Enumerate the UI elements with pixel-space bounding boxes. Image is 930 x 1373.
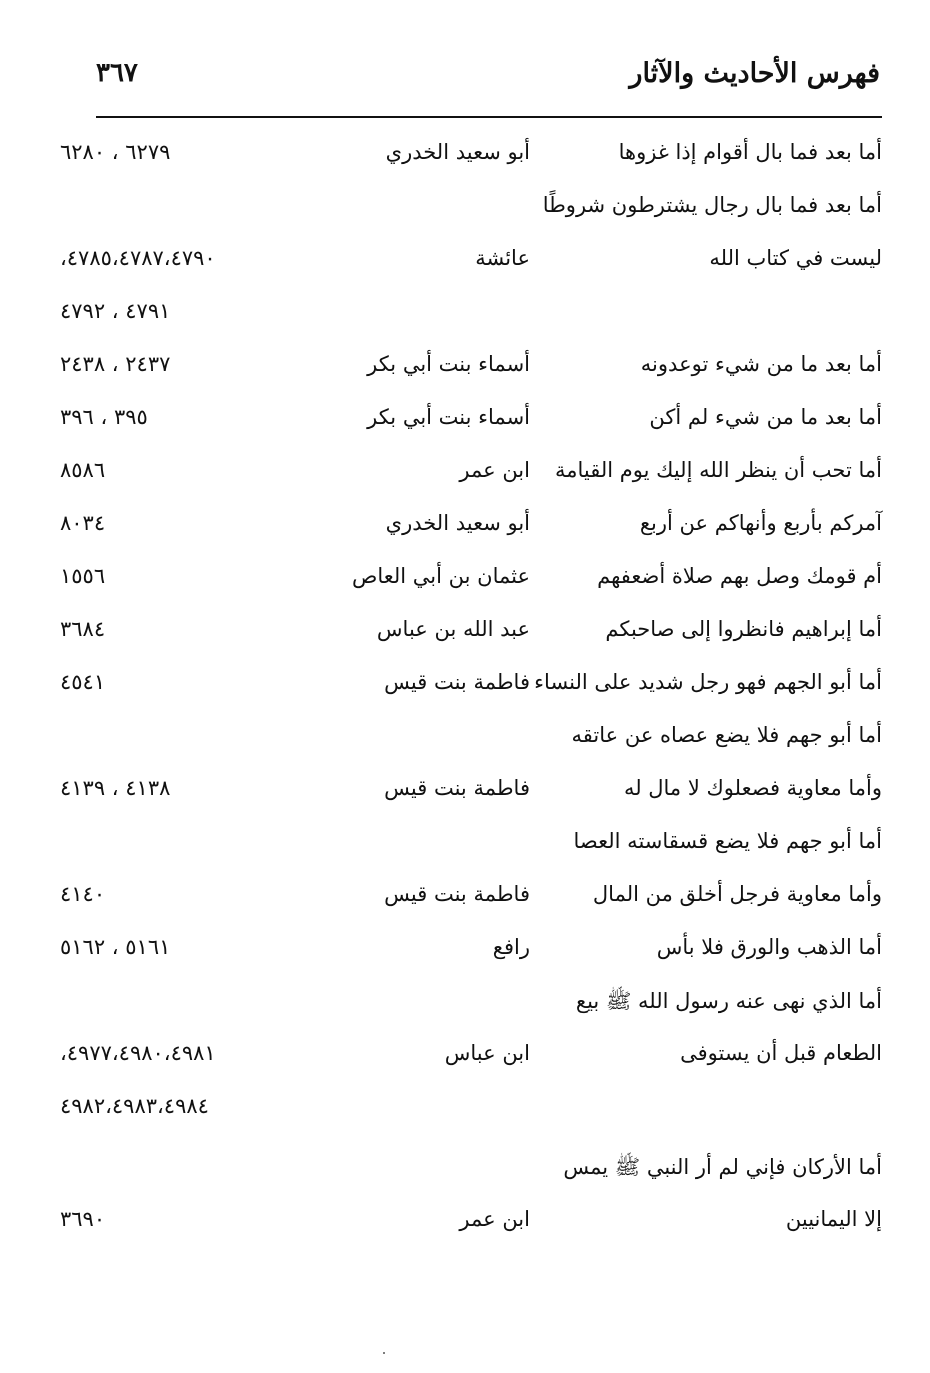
page-title: فهرس الأحاديث والآثار	[629, 58, 880, 89]
hadith-numbers: ٨٠٣٤	[60, 511, 106, 535]
index-row	[0, 448, 930, 501]
index-row	[0, 554, 930, 607]
index-row	[0, 1031, 930, 1084]
hadith-numbers: ٨٥٨٦	[60, 458, 106, 482]
hadith-text: أما أبو الجهم فهو رجل شديد على النساء	[534, 670, 882, 694]
narrator-name: ابن عباس	[444, 1041, 530, 1065]
hadith-numbers: ٢٤٣٧ ، ٢٤٣٨	[60, 352, 171, 376]
hadith-numbers: ٤٩٧٧،٤٩٨٠،٤٩٨١،	[60, 1041, 216, 1065]
narrator-name: أبو سعيد الخدري	[385, 511, 530, 535]
hadith-numbers: ٤١٣٨ ، ٤١٣٩	[60, 776, 171, 800]
hadith-text: أما الذهب والورق فلا بأس	[656, 935, 882, 959]
hadith-text: أما بعد ما من شيء لم أكن	[649, 405, 882, 429]
index-row	[0, 819, 930, 872]
index-row	[0, 236, 930, 289]
hadith-numbers	[60, 1154, 298, 1178]
index-row	[0, 1144, 930, 1197]
index-row	[0, 925, 930, 978]
narrator-name: ابن عمر	[459, 1207, 530, 1231]
narrator-name: فاطمة بنت قيس	[384, 776, 530, 800]
narrator-name: أسماء بنت أبي بكر	[367, 352, 530, 376]
hadith-numbers	[60, 193, 298, 217]
hadith-text: أما بعد فما بال أقوام إذا غزوها	[618, 140, 882, 164]
hadith-text: ليست في كتاب الله	[709, 246, 882, 270]
hadith-text: إلا اليمانيين	[785, 1207, 882, 1231]
index-row	[0, 130, 930, 183]
hadith-text: أما بعد فما بال رجال يشترطون شروطًا	[542, 193, 882, 217]
narrator-name: رافع	[492, 935, 530, 959]
index-row	[0, 872, 930, 925]
hadith-numbers	[60, 988, 298, 1012]
hadith-numbers: ٤١٤٠	[60, 882, 106, 906]
hadith-index-list	[0, 130, 930, 1250]
hadith-text: وأما معاوية فصعلوك لا مال له	[623, 776, 882, 800]
hadith-numbers: ٣٦٩٠	[60, 1207, 106, 1231]
index-row	[0, 660, 930, 713]
hadith-numbers: ١٥٥٦	[60, 564, 106, 588]
hadith-text: أما أبو جهم فلا يضع قسقاسته العصا	[573, 829, 882, 853]
narrator-name: عثمان بن أبي العاص	[351, 564, 530, 588]
hadith-numbers: ٤٧٨٥،٤٧٨٧،٤٧٩٠،	[60, 246, 216, 270]
hadith-text: آمركم بأربع وأنهاكم عن أربع	[639, 511, 882, 535]
hadith-text: أما تحب أن ينظر الله إليك يوم القيامة	[555, 458, 882, 482]
hadith-numbers	[60, 829, 298, 853]
hadith-text: أما الذي نهى عنه رسول الله ﷺ بيع	[575, 989, 882, 1013]
index-row	[0, 183, 930, 236]
hadith-numbers: ٥١٦١ ، ٥١٦٢	[60, 935, 171, 959]
narrator-name: فاطمة بنت قيس	[384, 670, 530, 694]
hadith-numbers: ٣٦٨٤	[60, 617, 106, 641]
hadith-text: الطعام قبل أن يستوفى	[680, 1041, 882, 1065]
hadith-numbers: ٤٧٩١ ، ٤٧٩٢	[60, 299, 171, 323]
index-row	[0, 1197, 930, 1250]
hadith-numbers: ٤٩٨٢،٤٩٨٣،٤٩٨٤	[60, 1094, 209, 1118]
hadith-numbers: ٤٥٤١	[60, 670, 106, 694]
index-row	[0, 395, 930, 448]
index-row	[0, 607, 930, 660]
narrator-name: أبو سعيد الخدري	[385, 140, 530, 164]
page-number: ٣٦٧	[96, 58, 138, 88]
hadith-numbers: ٦٢٧٩ ، ٦٢٨٠	[60, 140, 171, 164]
narrator-name: فاطمة بنت قيس	[384, 882, 530, 906]
index-row	[0, 713, 930, 766]
hadith-numbers: ٣٩٥ ، ٣٩٦	[60, 405, 148, 429]
index-row	[0, 766, 930, 819]
hadith-text: وأما معاوية فرجل أخلق من المال	[592, 882, 882, 906]
narrator-name: عائشة	[475, 246, 530, 270]
index-row	[0, 289, 930, 342]
hadith-text: أم قومك وصل بهم صلاة أضعفهم	[597, 564, 882, 588]
hadith-text: أما الأركان فإني لم أر النبي ﷺ يمس	[563, 1155, 882, 1179]
hadith-text: أما بعد ما من شيء توعدونه	[640, 352, 882, 376]
index-row	[0, 1084, 930, 1144]
hadith-numbers	[60, 723, 298, 747]
page-speck	[383, 1352, 385, 1354]
narrator-name: عبد الله بن عباس	[376, 617, 530, 641]
narrator-name: أسماء بنت أبي بكر	[367, 405, 530, 429]
index-row	[0, 342, 930, 395]
hadith-text: أما أبو جهم فلا يضع عصاه عن عاتقه	[571, 723, 882, 747]
narrator-name: ابن عمر	[459, 458, 530, 482]
index-row	[0, 978, 930, 1031]
header-divider	[96, 116, 882, 118]
index-row	[0, 501, 930, 554]
hadith-text: أما إبراهيم فانظروا إلى صاحبكم	[605, 617, 882, 641]
